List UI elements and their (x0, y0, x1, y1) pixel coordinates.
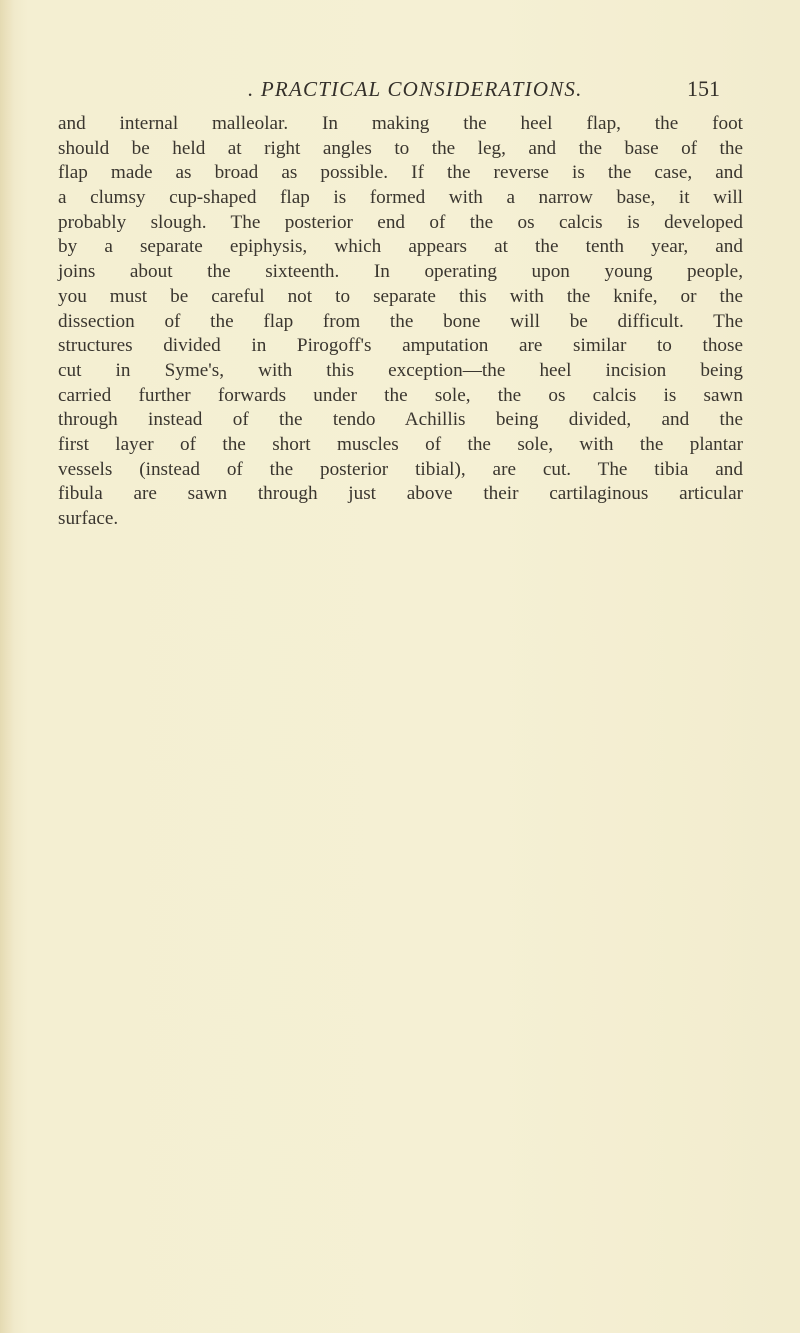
text-line: you must be careful not to separate this with the knife, or the (58, 285, 743, 307)
text-line: cut in Syme's, with this exception—the heel incision being (58, 359, 743, 381)
text-line: structures divided in Pirogoff's amputation are similar to those (58, 335, 743, 357)
body-paragraph (58, 112, 743, 532)
text-line: dissection of the flap from the bone will be difficult. The (58, 310, 743, 332)
text-line-last: surface. (58, 508, 119, 529)
page-number: 151 (687, 76, 720, 101)
running-head (0, 74, 800, 104)
page-edge-shadow (0, 0, 14, 1333)
text-line: vessels (instead of the posterior tibial), are cut. The tibia and (58, 458, 743, 480)
text-line: probably slough. The posterior end of the os calcis is developed (58, 211, 743, 233)
text-line: carried further forwards under the sole, the os calcis is sawn (58, 384, 743, 406)
text-line: should be held at right angles to the leg, and the base of the (58, 137, 743, 159)
text-line: fibula are sawn through just above their cartilaginous articular (58, 483, 743, 505)
text-line: through instead of the tendo Achillis being divided, and the (58, 409, 743, 431)
text-line: by a separate epiphysis, which appears at the tenth year, and (58, 236, 743, 258)
text-line: a clumsy cup-shaped flap is formed with a narrow base, it will (58, 187, 743, 209)
text-line: and internal malleolar. In making the heel flap, the foot (58, 113, 743, 134)
running-head-title: . PRACTICAL CONSIDERATIONS. (248, 77, 583, 101)
text-line: first layer of the short muscles of the sole, with the plantar (58, 433, 743, 455)
text-line: joins about the sixteenth. In operating upon young people, (58, 261, 743, 283)
text-line: flap made as broad as possible. If the reverse is the case, and (58, 162, 743, 184)
